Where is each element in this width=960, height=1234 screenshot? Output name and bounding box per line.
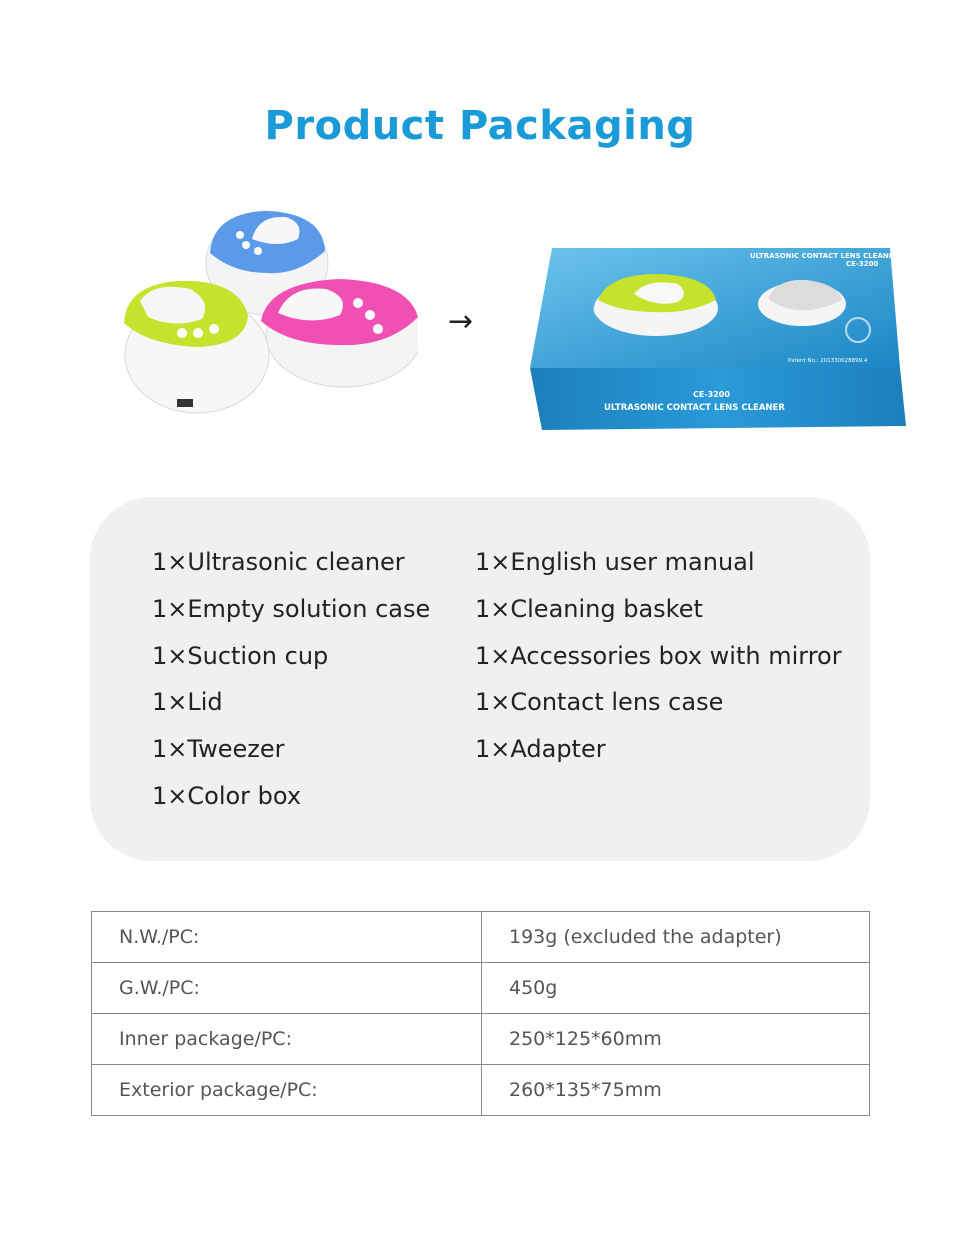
list-item: 1×Adapter — [475, 735, 606, 764]
box-top-model: CE-3200 — [846, 260, 879, 268]
arrow-icon: → — [448, 304, 474, 339]
contents-column-right — [475, 545, 842, 779]
box-patent: Patent No.: 201330028899.4 — [788, 358, 868, 364]
box-green-device — [594, 274, 718, 336]
spec-value: 193g (excluded the adapter) — [482, 912, 870, 963]
list-item: 1×Contact lens case — [475, 688, 724, 717]
table-row — [92, 1065, 870, 1116]
spec-value: 250*125*60mm — [482, 1014, 870, 1065]
box-top-title: ULTRASONIC CONTACT LENS CLEANER — [750, 252, 899, 260]
table-row — [92, 1014, 870, 1065]
spec-label: Inner package/PC: — [92, 1014, 482, 1065]
list-item: 1×Lid — [152, 688, 223, 717]
spec-value: 450g — [482, 963, 870, 1014]
list-item: 1×Empty solution case — [152, 594, 431, 623]
box-front-model: CE-3200 — [693, 390, 730, 399]
page-title: Product Packaging — [264, 102, 696, 149]
list-item: 1×Suction cup — [152, 641, 329, 670]
spec-label: Exterior package/PC: — [92, 1065, 482, 1116]
table-row — [92, 912, 870, 963]
list-item: 1×Cleaning basket — [475, 594, 703, 623]
list-item: 1×Ultrasonic cleaner — [152, 548, 405, 576]
pink-cleaner-device — [261, 279, 418, 387]
specs-table — [91, 911, 870, 1116]
box-front-name: ULTRASONIC CONTACT LENS CLEANER — [604, 403, 785, 413]
product-devices-image — [118, 205, 418, 420]
package-contents-panel — [90, 497, 870, 861]
list-item: 1×Color box — [152, 781, 302, 810]
spec-label: N.W./PC: — [92, 912, 482, 963]
packaging-box-image — [528, 238, 913, 438]
contents-column-left — [152, 545, 430, 826]
spec-label: G.W./PC: — [92, 963, 482, 1014]
spec-value: 260*135*75mm — [482, 1065, 870, 1116]
list-item: 1×Tweezer — [152, 735, 285, 764]
table-row — [92, 963, 870, 1014]
list-item: 1×English user manual — [475, 548, 755, 576]
list-item: 1×Accessories box with mirror — [475, 641, 842, 670]
